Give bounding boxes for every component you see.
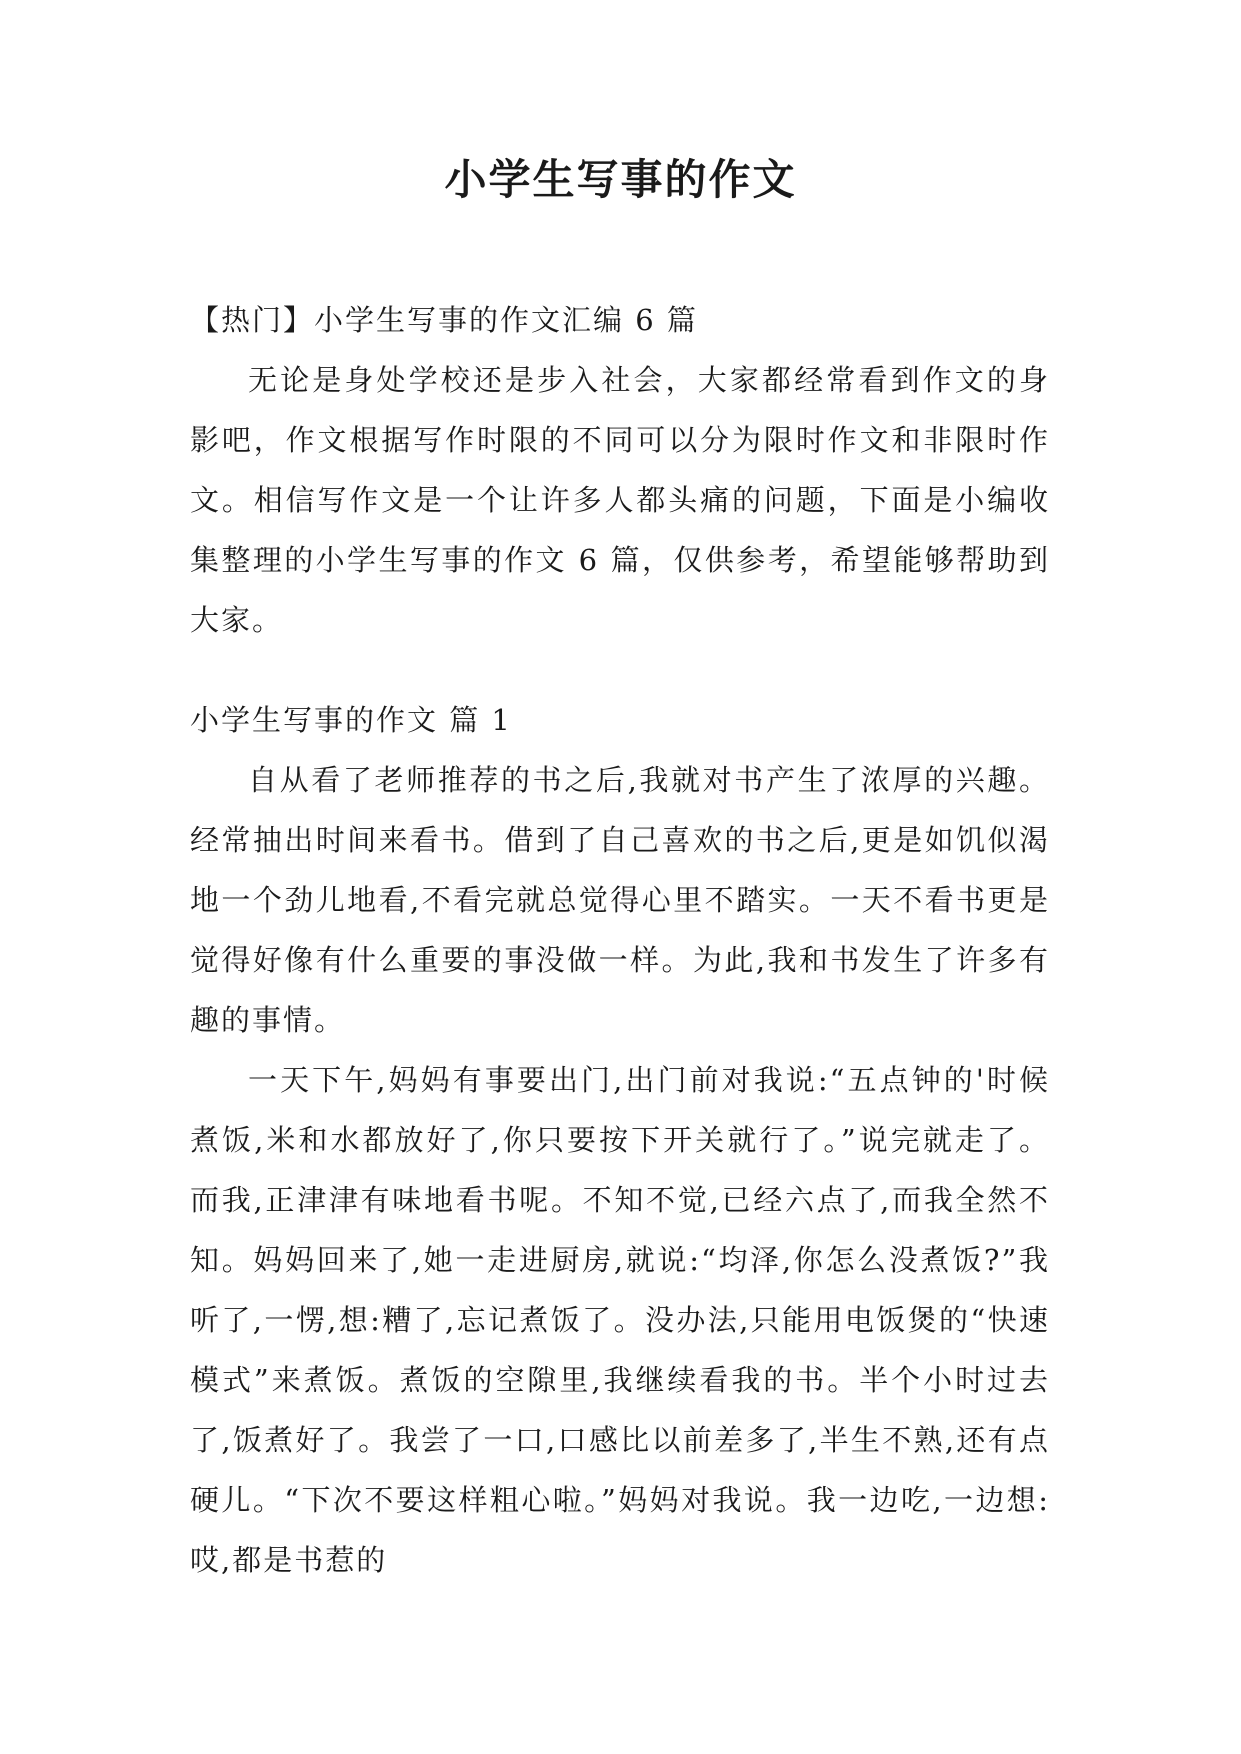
document-subtitle: 【热门】小学生写事的作文汇编 6 篇 — [190, 303, 698, 337]
section-heading: 小学生写事的作文 篇 1 — [190, 703, 512, 737]
document-title: 小学生写事的作文 — [444, 155, 797, 204]
intro-paragraph: 无论是身处学校还是步入社会，大家都经常看到作文的身影吧，作文根据写作时限的不同可以分为限时作文和非限时作文。相信写作文是一个让许多人都头痛的问题，下面是小编收集整理的小学生写事的作文 6 篇，仅供参考，希望能够帮助到大家。 — [190, 363, 1050, 637]
body-paragraph-1: 自从看了老师推荐的书之后,我就对书产生了浓厚的兴趣。经常抽出时间来看书。借到了自己喜欢的书之后,更是如饥似渴地一个劲儿地看,不看完就总觉得心里不踏实。一天不看书更是觉得好像有什么重要的事没做一样。为此,我和书发生了许多有趣的事情。 — [190, 763, 1050, 1037]
body-paragraph-2: 一天下午,妈妈有事要出门,出门前对我说:“五点钟的'时候煮饭,米和水都放好了,你只要按下开关就行了。”说完就走了。而我,正津津有味地看书呢。不知不觉,已经六点了,而我全然不知。妈妈回来了,她一走进厨房,就说:“均泽,你怎么没煮饭?”我听了,一愣,想:糟了,忘记煮饭了。没办法,只能用电饭煲的“快速模式”来煮饭。煮饭的空隙里,我继续看我的书。半个小时过去了,饭煮好了。我尝了一口,口感比以前差多了,半生不熟,还有点硬儿。“下次不要这样粗心啦。”妈妈对我说。我一边吃,一边想:哎,都是书惹的 — [190, 1063, 1050, 1577]
section-body — [190, 750, 1050, 1590]
